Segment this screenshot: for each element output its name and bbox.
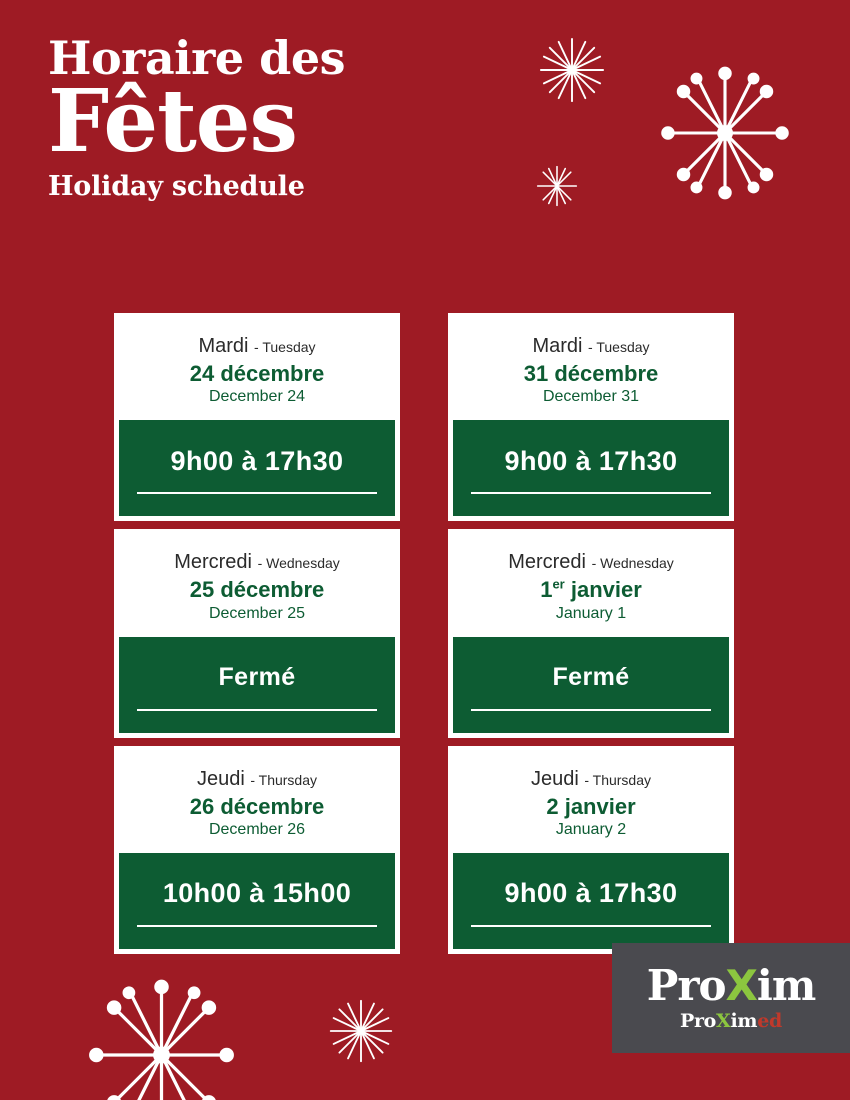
card-hours: 9h00 à 17h30	[504, 445, 678, 476]
card-date-en: December 26	[208, 820, 306, 838]
card-date-en: December 31	[542, 388, 640, 406]
card-hours-section	[119, 420, 395, 516]
card-date-fr: 25 décembre	[189, 577, 325, 603]
card-date-en: January 2	[555, 820, 627, 838]
card-day-line	[459, 551, 723, 573]
schedule-card	[114, 746, 400, 954]
card-day-fr: Mercredi	[508, 551, 586, 574]
card-day-fr: Mardi	[532, 335, 583, 357]
logo-name-part2: im	[756, 960, 816, 1010]
logo-name-part1: Pro	[646, 960, 726, 1010]
card-hours: Fermé	[218, 663, 296, 692]
card-day-line	[125, 768, 389, 790]
snowflake-icon	[535, 33, 609, 107]
card-underline	[471, 925, 711, 927]
card-day-fr: Mercredi	[174, 551, 252, 574]
card-date-section	[119, 318, 395, 420]
card-day-en: - Wednesday	[257, 555, 340, 572]
card-day-en: - Tuesday	[588, 339, 650, 355]
schedule-card	[114, 529, 400, 737]
logo-x-glyph: X	[725, 960, 757, 1010]
proxim-logo	[612, 943, 850, 1053]
card-day-line	[459, 335, 723, 357]
card-hours-section	[119, 853, 395, 949]
card-underline	[471, 492, 711, 494]
schedule-card	[448, 313, 734, 521]
card-date-section	[453, 751, 729, 853]
snowflake-dotted-icon	[660, 63, 790, 203]
poster-heading	[48, 31, 346, 202]
snowflake-icon	[534, 163, 580, 209]
card-day-line	[125, 551, 389, 573]
card-day-fr: Jeudi	[196, 767, 245, 790]
card-date-fr: 1er janvier	[540, 576, 642, 603]
card-day-en: - Wednesday	[591, 555, 674, 572]
logo-sub-wordmark	[680, 1010, 782, 1032]
card-day-line	[125, 335, 389, 357]
card-underline	[471, 709, 711, 711]
logo-sub-part2: im	[730, 1009, 758, 1032]
title-subtitle: Holiday schedule	[48, 170, 305, 202]
card-day-en: - Thursday	[250, 771, 318, 788]
card-underline	[137, 492, 377, 494]
card-date-fr: 26 décembre	[189, 793, 325, 819]
schedule-card	[448, 529, 734, 737]
card-hours: 10h00 à 15h00	[162, 878, 352, 909]
card-hours-section	[453, 420, 729, 516]
snowflake-dotted-icon	[84, 975, 239, 1100]
logo-sub-part1: Pro	[679, 1009, 717, 1032]
card-hours: 9h00 à 17h30	[170, 445, 344, 476]
card-date-section	[119, 751, 395, 853]
card-date-section	[119, 534, 395, 636]
card-hours: Fermé	[552, 663, 630, 692]
schedule-card-grid	[114, 313, 736, 954]
card-date-fr: 31 décembre	[523, 361, 659, 386]
title-line-1: Horaire des	[48, 31, 346, 85]
card-day-en: - Tuesday	[254, 339, 316, 355]
logo-wordmark	[646, 960, 816, 1010]
card-date-section	[453, 318, 729, 420]
card-day-fr: Jeudi	[530, 767, 579, 790]
card-date-en: January 1	[555, 604, 627, 622]
logo-sub-x-glyph: X	[716, 1009, 731, 1032]
card-date-fr: 24 décembre	[189, 361, 325, 386]
schedule-card	[448, 746, 734, 954]
card-hours-section	[453, 853, 729, 949]
logo-sub-ed: ed	[757, 1009, 783, 1032]
card-hours-section	[119, 637, 395, 733]
snowflake-icon	[325, 995, 397, 1067]
card-date-section	[453, 534, 729, 636]
card-date-fr: 2 janvier	[546, 793, 636, 819]
card-date-en: December 24	[208, 388, 306, 406]
card-underline	[137, 709, 377, 711]
card-day-en: - Thursday	[584, 771, 652, 788]
card-date-en: December 25	[208, 604, 306, 622]
card-hours: 9h00 à 17h30	[504, 878, 678, 909]
schedule-card	[114, 313, 400, 521]
card-underline	[137, 925, 377, 927]
title-line-2: Fêtes	[48, 71, 297, 173]
card-day-line	[459, 768, 723, 790]
card-day-fr: Mardi	[198, 335, 249, 357]
card-hours-section	[453, 637, 729, 733]
